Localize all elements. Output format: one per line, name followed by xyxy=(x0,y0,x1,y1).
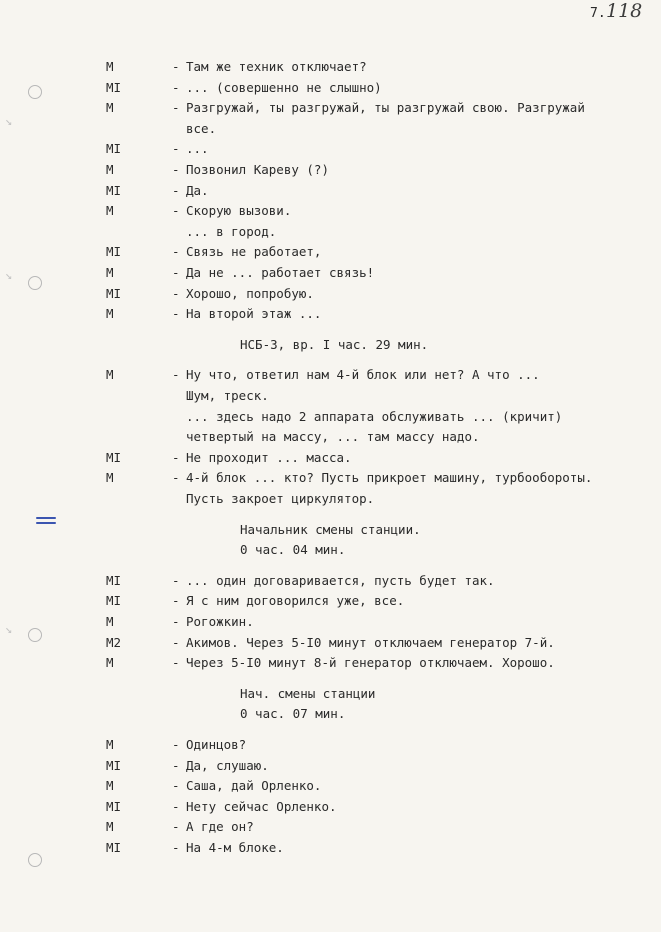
punch-hole-mark xyxy=(28,276,42,290)
handwritten-archive-number: 118 xyxy=(606,0,643,22)
dialogue-dash: - xyxy=(172,798,180,814)
dialogue-dash: - xyxy=(172,470,180,486)
dialogue-dash: - xyxy=(172,819,180,835)
dialogue-line: Не проходит ... масса. xyxy=(186,449,352,465)
dialogue-dash: - xyxy=(172,244,180,260)
speaker-label: МI xyxy=(106,798,122,814)
section-heading: НСБ-3, вр. I час. 29 мин. xyxy=(240,336,429,352)
dialogue-line: Связь не работает, xyxy=(186,244,322,260)
speaker-label: МI xyxy=(106,244,122,260)
speaker-label: М xyxy=(106,470,114,486)
speaker-label: М xyxy=(106,100,114,116)
punch-hole-mark xyxy=(28,853,42,867)
dialogue-dash: - xyxy=(172,306,180,322)
punch-hole-mark xyxy=(28,85,42,99)
dialogue-dash: - xyxy=(172,285,180,301)
dialogue-dash: - xyxy=(172,593,180,609)
dialogue-dash: - xyxy=(172,100,180,116)
margin-scuff-mark: ↘ xyxy=(5,622,13,636)
dialogue-dash: - xyxy=(172,778,180,794)
dialogue-line: Скорую вызови. xyxy=(186,203,292,219)
speaker-label: МI xyxy=(106,840,122,855)
dialogue-continuation: Пусть закроет циркулятор. xyxy=(186,491,375,506)
dialogue-dash: - xyxy=(172,840,180,855)
section-heading: 0 час. 07 мин. xyxy=(240,706,346,722)
dialogue-line: На 4-м блоке. xyxy=(186,840,284,855)
dialogue-line: Позвонил Кареву (?) xyxy=(186,162,329,177)
dialogue-dash: - xyxy=(172,449,180,465)
dialogue-dash: - xyxy=(172,59,180,74)
dialogue-line: Нету сейчас Орленко. xyxy=(186,798,337,814)
section-heading: 0 час. 04 мин. xyxy=(240,542,346,558)
dialogue-dash: - xyxy=(172,79,180,95)
dialogue-line: Ну что, ответил нам 4-й блок или нет? А что ... xyxy=(186,367,540,383)
speaker-label: М2 xyxy=(106,634,122,650)
dialogue-dash: - xyxy=(172,162,180,177)
dialogue-dash: - xyxy=(172,203,180,219)
dialogue-dash: - xyxy=(172,614,180,629)
speaker-label: М xyxy=(106,737,114,752)
speaker-label: М xyxy=(106,306,114,322)
margin-scuff-mark: ↘ xyxy=(5,268,13,282)
dialogue-line: Одинцов? xyxy=(186,737,247,752)
dialogue-dash: - xyxy=(172,634,180,650)
dialogue-dash: - xyxy=(172,141,180,157)
punch-hole-mark xyxy=(28,628,42,642)
dialogue-continuation: четвертый на массу, ... там массу надо. xyxy=(186,429,480,445)
dialogue-line: Да. xyxy=(186,182,209,198)
dialogue-line: На второй этаж ... xyxy=(186,306,322,322)
speaker-label: М xyxy=(106,203,114,219)
dialogue-dash: - xyxy=(172,655,180,671)
speaker-label: М xyxy=(106,819,114,835)
section-heading: Нач. смены станции xyxy=(240,685,376,701)
dialogue-continuation: все. xyxy=(186,120,217,136)
speaker-label: МI xyxy=(106,182,122,198)
speaker-label: М xyxy=(106,59,114,74)
speaker-label: МI xyxy=(106,593,122,609)
dialogue-line: Хорошо, попробую. xyxy=(186,285,314,301)
dialogue-line: Рогожкин. xyxy=(186,614,254,629)
speaker-label: М xyxy=(106,265,114,280)
speaker-label: М xyxy=(106,162,114,177)
dialogue-line: 4-й блок ... кто? Пусть прикроет машину, турбообороты. xyxy=(186,470,593,486)
dialogue-line: ... один договаривается, пусть будет так. xyxy=(186,572,495,588)
dialogue-line: А где он? xyxy=(186,819,254,835)
dialogue-continuation: ... здесь надо 2 аппарата обслуживать ... (кричит) xyxy=(186,408,563,424)
dialogue-dash: - xyxy=(172,737,180,752)
speaker-label: МI xyxy=(106,79,122,95)
speaker-label: МI xyxy=(106,757,122,773)
section-heading: Начальник смены станции. xyxy=(240,521,421,537)
dialogue-continuation: Шум, треск. xyxy=(186,388,269,403)
dialogue-dash: - xyxy=(172,265,180,280)
speaker-label: М xyxy=(106,367,114,383)
blue-pen-margin-mark xyxy=(36,517,56,527)
speaker-label: МI xyxy=(106,449,122,465)
speaker-label: М xyxy=(106,778,114,794)
dialogue-dash: - xyxy=(172,367,180,383)
dialogue-dash: - xyxy=(172,572,180,588)
speaker-label: МI xyxy=(106,572,122,588)
dialogue-line: Там же техник отключает? xyxy=(186,59,367,74)
dialogue-line: Да не ... работает связь! xyxy=(186,265,375,280)
dialogue-line: Через 5-I0 минут 8-й генератор отключаем. Хорошо. xyxy=(186,655,555,671)
dialogue-continuation: ... в город. xyxy=(186,223,277,239)
dialogue-line: Акимов. Через 5-I0 минут отключаем генератор 7-й. xyxy=(186,634,555,650)
speaker-label: МI xyxy=(106,285,122,301)
dialogue-line: ... xyxy=(186,141,209,157)
page-number: 7. xyxy=(590,6,606,21)
margin-scuff-mark: ↘ xyxy=(5,114,13,128)
speaker-label: М xyxy=(106,655,114,671)
dialogue-dash: - xyxy=(172,757,180,773)
dialogue-line: Саша, дай Орленко. xyxy=(186,778,322,794)
dialogue-line: Разгружай, ты разгружай, ты разгружай свою. Разгружай xyxy=(186,100,585,116)
dialogue-line: Да, слушаю. xyxy=(186,757,269,773)
dialogue-line: ... (совершенно не слышно) xyxy=(186,79,382,95)
speaker-label: М xyxy=(106,614,114,629)
speaker-label: МI xyxy=(106,141,122,157)
dialogue-line: Я с ним договорился уже, все. xyxy=(186,593,405,609)
dialogue-dash: - xyxy=(172,182,180,198)
